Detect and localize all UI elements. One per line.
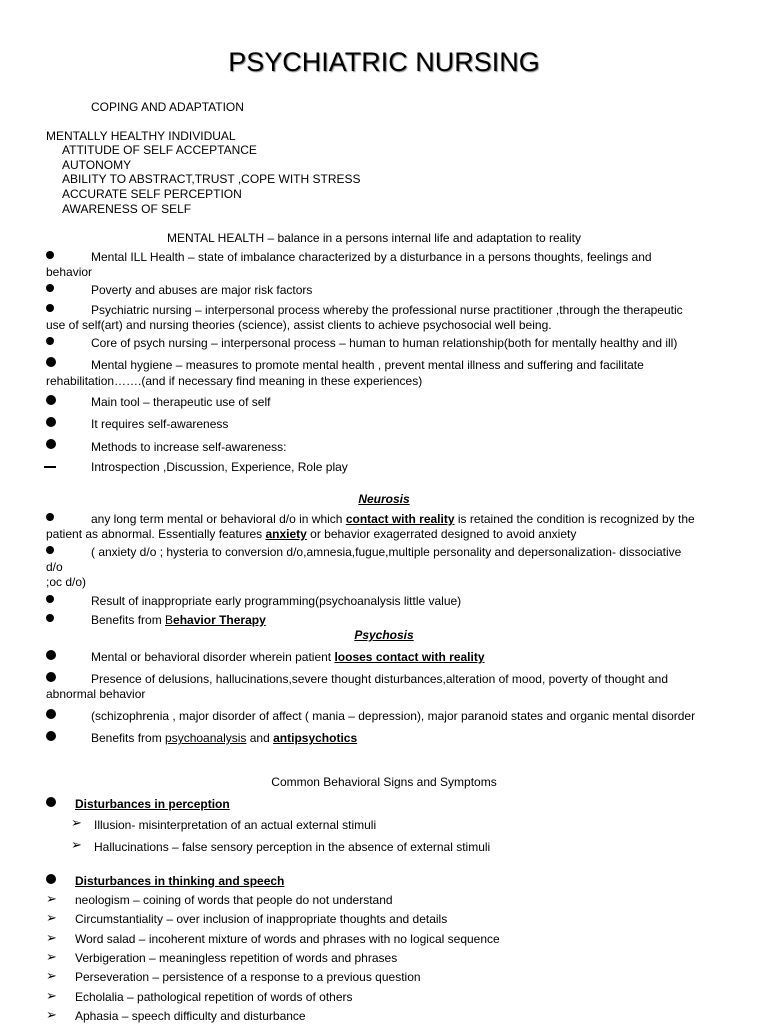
neurosis-benefits <box>91 613 266 627</box>
neurosis-definition-cont <box>46 527 576 541</box>
psychosis-presence-cont: abnormal behavior <box>46 687 146 701</box>
neurosis-definition <box>91 512 695 526</box>
arrow-bullet-icon: ➢ <box>46 968 57 983</box>
introspection-text: Introspection ,Discussion, Experience, Role play <box>91 460 348 474</box>
neurosis-heading: Neurosis <box>358 492 410 506</box>
emphasis-text: B <box>165 613 174 627</box>
bullet-icon <box>46 874 56 884</box>
neurosis-result: Result of inappropriate early programming(psychoanalysis little value) <box>91 594 462 608</box>
ill-health-text: Mental ILL Health – state of imbalance characterized by a disturbance in a persons thoughts, feelings and <box>91 250 652 264</box>
coping-heading: COPING AND ADAPTATION <box>91 100 244 114</box>
bullet-icon <box>46 513 54 521</box>
psych-nursing-text: Psychiatric nursing – interpersonal process whereby the professional nurse practitioner ,through the therapeutic <box>91 303 683 317</box>
neurosis-types-cont: ;oc d/o) <box>46 575 87 589</box>
thinking-item: Verbigeration – meaningless repetition of words and phrases <box>75 951 398 965</box>
arrow-bullet-icon: ➢ <box>71 837 82 852</box>
ill-health-text-cont: behavior <box>46 265 93 279</box>
bullet-icon <box>46 546 54 554</box>
neurosis-types-cont: d/o <box>46 560 63 574</box>
psychosis-presence: Presence of delusions, hallucinations,severe thought disturbances,alteration of mood, poverty of thought and <box>91 672 669 686</box>
bullet-icon <box>46 614 54 622</box>
psych-nursing-text-cont: use of self(art) and nursing theories (science), assist clients to achieve psychosocial well being. <box>46 318 552 332</box>
text-span: or behavior exagerrated designed to avoid anxiety <box>306 527 577 541</box>
healthy-item: ATTITUDE OF SELF ACCEPTANCE <box>62 143 257 157</box>
document-title: PSYCHIATRIC NURSING <box>228 47 540 77</box>
perception-item: Hallucinations – false sensory perception in the absence of external stimuli <box>94 840 491 854</box>
arrow-bullet-icon: ➢ <box>46 910 57 925</box>
neurosis-types: ( anxiety d/o ; hysteria to conversion d/o,amnesia,fugue,multiple personality and depersonalization- dissociative <box>91 545 682 559</box>
bullet-icon <box>46 251 54 259</box>
thinking-item: Echolalia – pathological repetition of words of others <box>75 990 353 1004</box>
psychosis-heading: Psychosis <box>354 628 414 642</box>
arrow-bullet-icon: ➢ <box>46 930 57 945</box>
perception-item: Illusion- misinterpretation of an actual external stimuli <box>94 818 377 832</box>
psychosis-definition <box>91 650 485 664</box>
psychosis-benefits <box>91 731 357 745</box>
healthy-item: AWARENESS OF SELF <box>62 202 192 216</box>
bullet-icon <box>46 595 54 603</box>
text-span: Mental or behavioral disorder wherein patient <box>91 650 335 664</box>
poverty-text: Poverty and abuses are major risk factors <box>91 283 313 297</box>
bullet-icon <box>46 337 54 345</box>
bullet-icon <box>46 672 56 682</box>
bullet-icon <box>46 357 56 367</box>
hygiene-text-cont: rehabilitation…….(and if necessary find meaning in these experiences) <box>46 374 423 388</box>
thinking-item: Aphasia – speech difficulty and disturbance <box>75 1009 306 1023</box>
bullet-icon <box>46 797 56 807</box>
text-span: is retained the condition is recognized by the <box>454 512 695 526</box>
bullet-icon <box>46 304 54 312</box>
bullet-icon <box>46 650 56 660</box>
emphasis-text: contact with reality <box>345 512 455 526</box>
signs-heading: Common Behavioral Signs and Symptoms <box>271 775 497 789</box>
psychosis-examples: (schizophrenia , major disorder of affect ( mania – depression), major paranoid states and organic mental disorder <box>91 709 696 723</box>
emphasis-text: anxiety <box>265 527 307 541</box>
arrow-bullet-icon: ➢ <box>46 988 57 1003</box>
text-span: Benefits from <box>91 613 166 627</box>
main-tool-text: Main tool – therapeutic use of self <box>91 395 271 409</box>
thinking-heading: Disturbances in thinking and speech <box>75 874 285 888</box>
text-span: any long term mental or behavioral d/o in which <box>91 512 346 526</box>
healthy-item: AUTONOMY <box>62 158 132 172</box>
thinking-item: Perseveration – persistence of a response to a previous question <box>75 970 421 984</box>
thinking-item: neologism – coining of words that people do not understand <box>75 893 393 907</box>
text-span: and <box>246 731 274 745</box>
bullet-icon <box>46 417 56 427</box>
core-text: Core of psych nursing – interpersonal process – human to human relationship(both for mentally healthy and ill) <box>91 336 678 350</box>
bullet-icon <box>46 439 56 449</box>
thinking-item: Circumstantiality – over inclusion of inappropriate thoughts and details <box>75 912 448 926</box>
mental-health-definition: MENTAL HEALTH – balance in a persons internal life and adaptation to reality <box>167 231 581 245</box>
dash-icon <box>44 466 56 468</box>
healthy-heading: MENTALLY HEALTHY INDIVIDUAL <box>46 129 236 143</box>
thinking-item: Word salad – incoherent mixture of words and phrases with no logical sequence <box>75 932 500 946</box>
requires-text: It requires self-awareness <box>91 417 229 431</box>
emphasis-text: psychoanalysis <box>165 731 247 745</box>
emphasis-text: ehavior Therapy <box>173 613 266 627</box>
bullet-icon <box>46 709 56 719</box>
healthy-item: ABILITY TO ABSTRACT,TRUST ,COPE WITH STRESS <box>62 172 361 186</box>
arrow-bullet-icon: ➢ <box>46 891 57 906</box>
perception-heading: Disturbances in perception <box>75 797 230 811</box>
bullet-icon <box>46 395 56 405</box>
text-span: patient as abnormal. Essentially features <box>46 527 266 541</box>
bullet-icon <box>46 731 56 741</box>
emphasis-text: antipsychotics <box>273 731 358 745</box>
arrow-bullet-icon: ➢ <box>71 815 82 830</box>
methods-text: Methods to increase self-awareness: <box>91 440 287 454</box>
arrow-bullet-icon: ➢ <box>46 1007 57 1022</box>
healthy-item: ACCURATE SELF PERCEPTION <box>62 187 242 201</box>
hygiene-text: Mental hygiene – measures to promote mental health , prevent mental illness and suffering and facilitate <box>91 358 644 372</box>
emphasis-text: looses contact with reality <box>334 650 485 664</box>
bullet-icon <box>46 284 54 292</box>
arrow-bullet-icon: ➢ <box>46 949 57 964</box>
text-span: Benefits from <box>91 731 166 745</box>
